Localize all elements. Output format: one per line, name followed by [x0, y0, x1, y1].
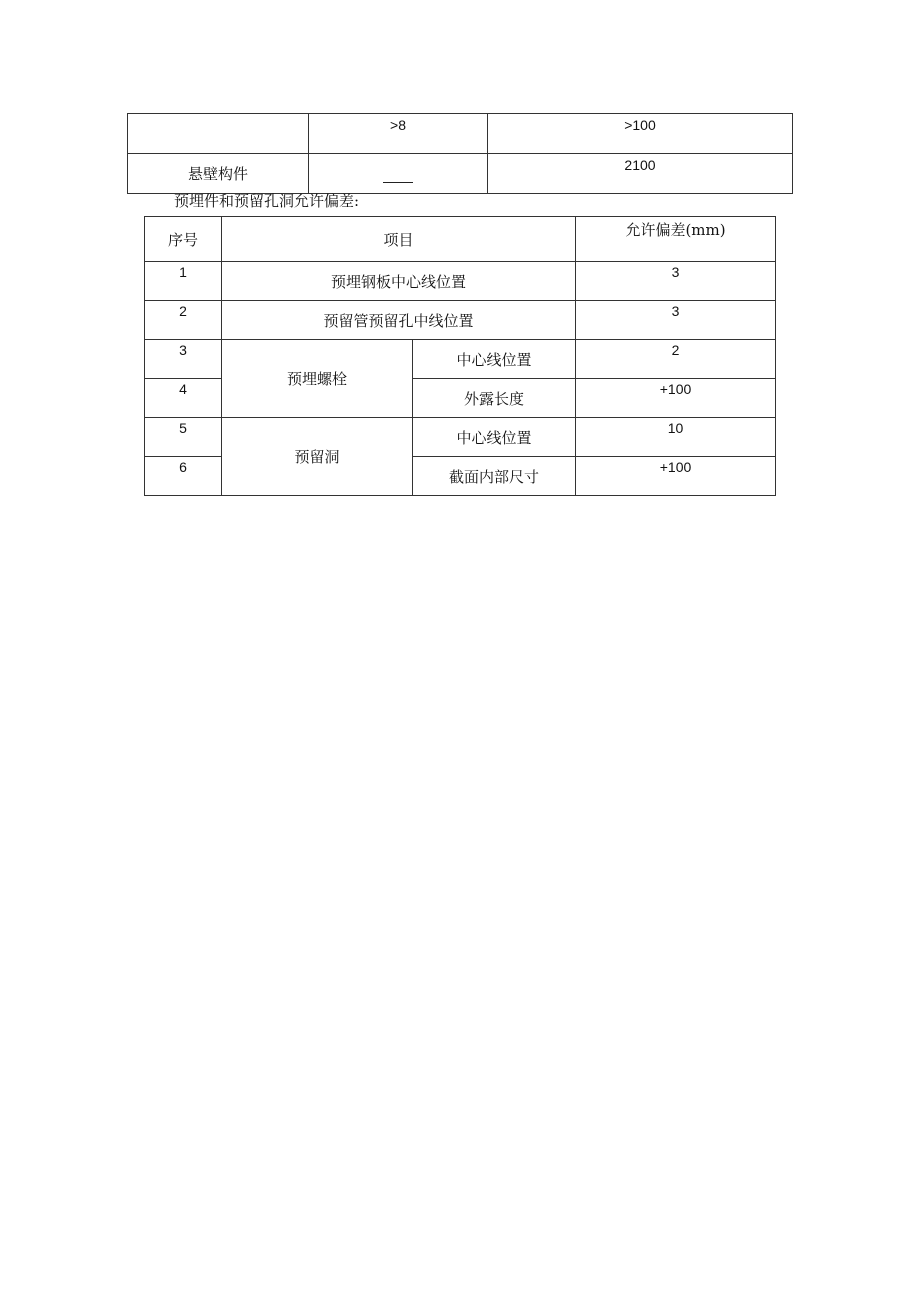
sub-item-cell: 截面内部尺寸: [413, 457, 576, 496]
table-caption: 预埋件和预留孔洞允许偏差:: [174, 192, 360, 210]
value-cell: +100: [576, 457, 776, 496]
continuation-table: [127, 113, 793, 194]
row-label-cell: 悬壁构件: [128, 154, 309, 194]
header-row: [145, 217, 776, 262]
header-seq: 序号: [145, 217, 222, 262]
item-cell: 预埋钢板中心线位置: [222, 262, 576, 301]
tolerance-table: [144, 216, 776, 496]
table-row: [145, 301, 776, 340]
seq-cell: 6: [145, 457, 222, 496]
table-row: [145, 262, 776, 301]
seq-cell: 3: [145, 340, 222, 379]
table-row: [128, 114, 793, 154]
value-cell: 3: [576, 301, 776, 340]
table-row: [128, 154, 793, 194]
header-tolerance: 允许偏差(mm): [576, 217, 776, 262]
dash-line: [383, 182, 413, 183]
item-cell: 预留管预留孔中线位置: [222, 301, 576, 340]
table-row: [145, 418, 776, 457]
value-cell: 2: [576, 340, 776, 379]
value-cell: 10: [576, 418, 776, 457]
table-row: [145, 340, 776, 379]
value-cell: 2100: [488, 154, 793, 194]
group-cell: 预留洞: [222, 418, 413, 496]
sub-item-cell: 中心线位置: [413, 340, 576, 379]
sub-item-cell: 外露长度: [413, 379, 576, 418]
value-cell: 3: [576, 262, 776, 301]
seq-cell: 4: [145, 379, 222, 418]
seq-cell: 2: [145, 301, 222, 340]
group-cell: 预埋螺栓: [222, 340, 413, 418]
value-cell: >100: [488, 114, 793, 154]
value-cell: +100: [576, 379, 776, 418]
row-label-cell: [128, 114, 309, 154]
header-item: 项目: [222, 217, 576, 262]
seq-cell: 5: [145, 418, 222, 457]
sub-item-cell: 中心线位置: [413, 418, 576, 457]
dash-cell: [309, 154, 488, 194]
seq-cell: 1: [145, 262, 222, 301]
value-cell: >8: [309, 114, 488, 154]
